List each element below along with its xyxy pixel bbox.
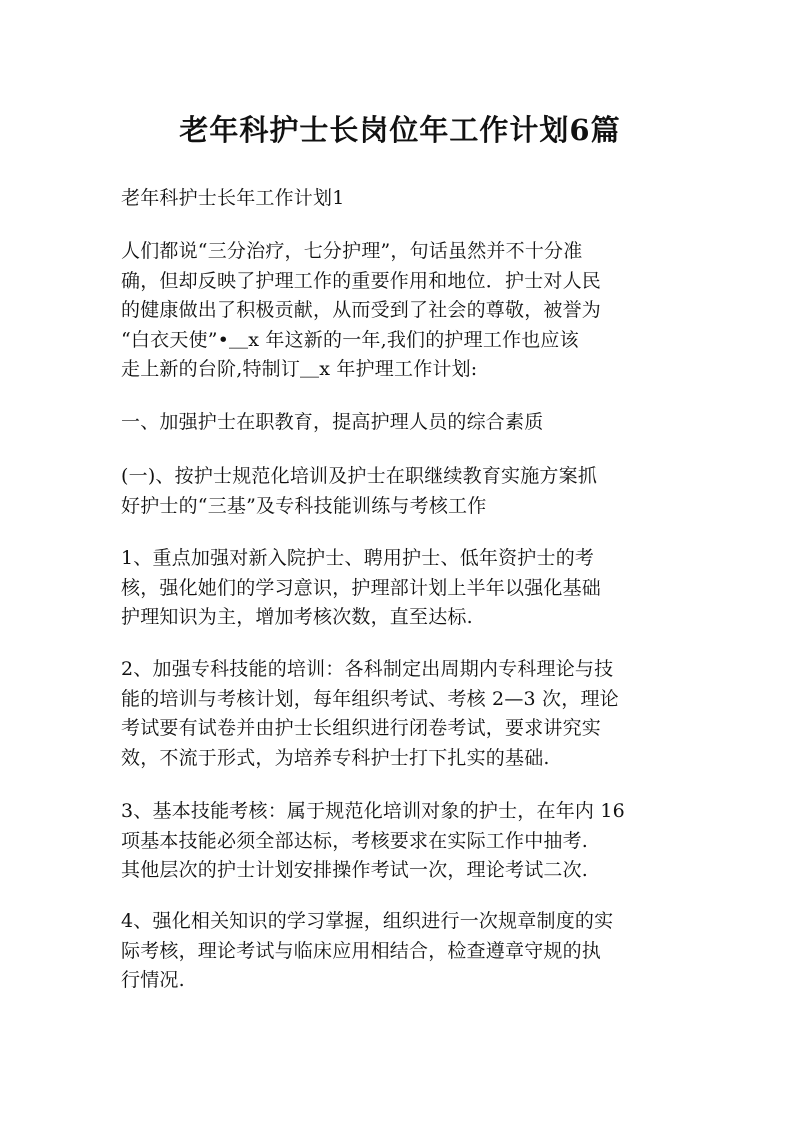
section-subtitle: 老年科护士长年工作计划1 [121, 187, 345, 209]
list-item-2: 2、加强专科技能的培训：各科制定出周期内专科理论与技 能的培训与考核计划，每年组织考试、考核 2—3 次，理论 考试要有试卷并由护士长组织进行闭卷考试，要求讲究实 效，不流于形式，为培养专科护士打下扎实的基础. [121, 658, 619, 769]
intro-paragraph: 人们都说“三分治疗，七分护理”，句话虽然并不十分准 确，但却反映了护理工作的重要作用和地位．护士对人民 的健康做出了积极贡献，从而受到了社会的尊敬，被誉为 “白衣天使”•＿x 年这新的一年,我们的护理工作也应该 走上新的台阶,特制订＿x 年护理工作计划: [121, 240, 602, 380]
list-item-3: 3、基本技能考核：属于规范化培训对象的护士，在年内 16 项基本技能必须全部达标，考核要求在实际工作中抽考. 其他层次的护士计划安排操作考试一次，理论考试二次. [121, 800, 625, 881]
document-title: 老年科护士长岗位年工作计划6篇 [179, 113, 621, 147]
list-item-4: 4、强化相关知识的学习掌握，组织进行一次规章制度的实 际考核，理论考试与临床应用相结合，检查遵章守规的执 行情况. [121, 910, 614, 991]
section-heading-1: 一、加强护士在职教育，提高护理人员的综合素质 [121, 411, 544, 433]
subsection-heading-1: (一)、按护士规范化培训及护士在职继续教育实施方案抓 好护士的“三基”及专科技能训练与考核工作 [121, 465, 598, 517]
list-item-1: 1、重点加强对新入院护士、聘用护士、低年资护士的考 核，强化她们的学习意识，护理部计划上半年以强化基础 护理知识为主，增加考核次数，直至达标. [121, 547, 602, 628]
